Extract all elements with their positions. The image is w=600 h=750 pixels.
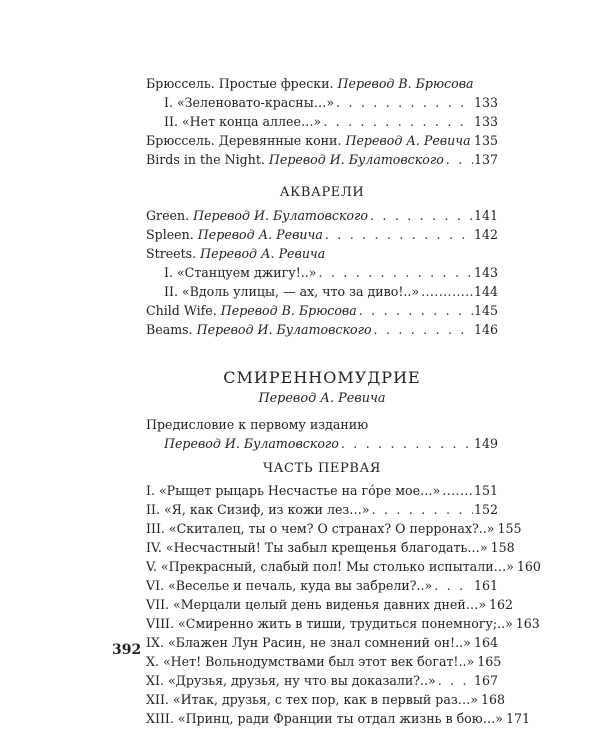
part-translator: Перевод А. Ревича <box>258 391 386 406</box>
entry-title: Брюссель. Простые фрески. <box>146 76 334 91</box>
toc-entry <box>146 481 498 500</box>
entry-page: 158 <box>490 540 515 555</box>
entry-translator: Перевод В. Брюсова <box>337 76 474 91</box>
entry-page: 144 <box>473 284 498 299</box>
entry-page: 133 <box>473 114 498 129</box>
entry-page: 164 <box>473 635 498 650</box>
entry-page: 165 <box>477 654 502 669</box>
entry-title: VI. «Веселье и печаль, куда вы забрели?..» <box>146 578 433 593</box>
section-heading: АКВАРЕЛИ <box>279 185 365 200</box>
entry-title: XI. «Друзья, друзья, ну что вы доказали?..» <box>146 673 436 688</box>
leader-dots <box>336 93 473 112</box>
entry-title: II. «Я, как Сизиф, из кожи лез…» <box>146 502 370 517</box>
leader-dots <box>434 576 473 595</box>
entry-translator: Перевод А. Ревича <box>200 246 326 261</box>
entry-page: 145 <box>473 303 498 318</box>
toc-entry <box>146 244 498 263</box>
toc-entry <box>146 282 498 301</box>
entry-title: Child Wife. <box>146 303 217 318</box>
entry-page: 143 <box>473 265 498 280</box>
toc-entry <box>146 652 502 671</box>
entry-translator: Перевод А. Ревича <box>197 227 323 242</box>
entry-title: II. «Вдоль улицы, — ах, что за диво!..» <box>164 284 420 299</box>
entry-title: Beams. <box>146 322 193 337</box>
entry-page: 137 <box>473 152 498 167</box>
entry-title: XIII. «Принц, ради Франции ты отдал жизнь в бою…» <box>146 711 503 726</box>
entry-translator: Перевод И. Булатовского <box>193 208 369 223</box>
toc-entry <box>146 709 531 728</box>
entry-title: I. «Рыщет рыцарь Несчастье на го́ре мое…» <box>146 483 441 498</box>
entry-title: Streets. <box>146 246 197 261</box>
entry-title: Green. <box>146 208 190 223</box>
entry-title: IV. «Несчастный! Ты забыл крещенья благодать…» <box>146 540 488 555</box>
entry-title: Birds in the Night. Перевод И. Булатовского <box>146 152 444 167</box>
entry-page: 149 <box>473 436 498 451</box>
entry-page: 168 <box>481 692 506 707</box>
toc-entry <box>146 671 498 690</box>
toc-entry <box>146 320 498 339</box>
entry-page: 163 <box>515 616 540 631</box>
entry-title: II. «Нет конца аллее…» <box>164 114 322 129</box>
toc-entry <box>146 633 498 652</box>
entry-title: X. «Нет! Вольнодумствами был этот век богат!..» <box>146 654 475 669</box>
entry-title: Брюссель. Деревянные кони. Перевод А. Ревича <box>146 133 471 148</box>
toc-entry <box>146 576 498 595</box>
entry-page: 142 <box>473 227 498 242</box>
toc-entry <box>146 150 498 169</box>
toc-entry <box>146 557 541 576</box>
entry-translator: Перевод А. Ревича <box>345 133 471 148</box>
entry-translator: Перевод И. Булатовского <box>268 152 444 167</box>
entry-title: XII. «Итак, друзья, с тех пор, как в первый раз…» <box>146 692 478 707</box>
toc-entry <box>146 595 514 614</box>
entry-page: 171 <box>506 711 531 726</box>
toc-entry <box>146 301 498 320</box>
toc-entry <box>146 206 498 225</box>
toc-entry <box>146 519 522 538</box>
entry-translator: Перевод И. Булатовского <box>196 322 372 337</box>
entry-page: 155 <box>497 521 522 536</box>
toc-entry <box>146 93 498 112</box>
entry-page: 160 <box>516 559 541 574</box>
entry-page: 152 <box>473 502 498 517</box>
toc-entry <box>146 538 515 557</box>
toc-entry <box>146 112 498 131</box>
entry-title: IX. «Блажен Лун Расин, не знал сомнений он!..» <box>146 635 471 650</box>
toc-entry <box>146 74 498 93</box>
table-of-contents <box>146 74 541 728</box>
leader-dots <box>341 434 473 453</box>
leader-dots <box>323 112 473 131</box>
leader-dots <box>372 500 473 519</box>
entry-translator: Перевод В. Брюсова <box>220 303 357 318</box>
leader-dots <box>370 206 473 225</box>
preface-title: Предисловие к первому изданию <box>146 417 369 432</box>
entry-page: 135 <box>473 133 498 148</box>
section-heading: ЧАСТЬ ПЕРВАЯ <box>262 461 382 476</box>
toc-entry <box>146 614 540 633</box>
toc-entry <box>146 434 498 453</box>
toc-entry <box>146 500 498 519</box>
entry-page: 167 <box>473 673 498 688</box>
entry-page: 146 <box>473 322 498 337</box>
leader-dots <box>318 263 472 282</box>
entry-title: I. «Станцуем джигу!..» <box>164 265 317 280</box>
page-number: 392 <box>112 642 142 658</box>
entry-page: 161 <box>473 578 498 593</box>
part-title: СМИРЕННОМУДРИЕ <box>223 368 421 387</box>
toc-entry <box>146 131 498 150</box>
entry-page: 141 <box>473 208 498 223</box>
leader-dots <box>442 481 473 500</box>
entry-title: V. «Прекрасный, слабый пол! Мы столько испытали…» <box>146 559 514 574</box>
leader-dots <box>359 301 473 320</box>
entry-title: VIII. «Смиренно жить в тиши, трудиться понемногу;..» <box>146 616 513 631</box>
leader-dots <box>325 225 473 244</box>
entry-page: 133 <box>473 95 498 110</box>
entry-page: 162 <box>489 597 514 612</box>
entry-title: VII. «Мерцали целый день виденья давних дней…» <box>146 597 487 612</box>
entry-page: 151 <box>473 483 498 498</box>
entry-title: III. «Скиталец, ты о чем? О странах? О перронах?..» <box>146 521 495 536</box>
toc-entry <box>146 225 498 244</box>
poem-list <box>146 481 541 728</box>
leader-dots <box>446 150 473 169</box>
leader-dots <box>421 282 473 301</box>
leader-dots <box>374 320 473 339</box>
toc-entry <box>146 690 506 709</box>
entry-title: I. «Зеленовато-красны…» <box>164 95 335 110</box>
leader-dots <box>438 671 473 690</box>
entry-title: Spleen. <box>146 227 194 242</box>
toc-entry <box>146 263 498 282</box>
entry-translator: Перевод И. Булатовского <box>164 436 339 451</box>
